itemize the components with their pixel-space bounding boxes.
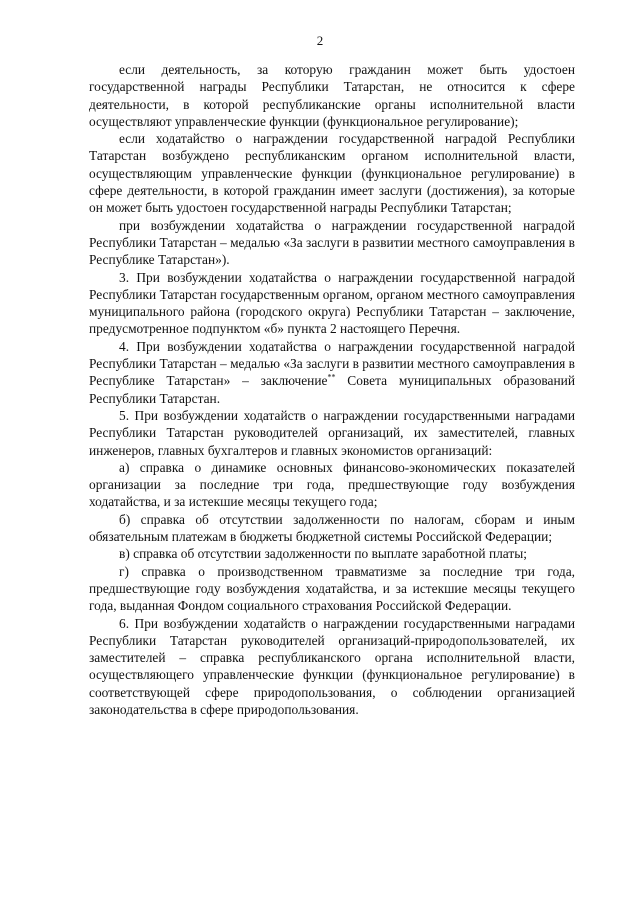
subitem-b: б) справка об отсутствии задолженности по налогам, сборам и иным обязательным платежам в бюджеты бюджетной системы Российской Федерации; [89, 511, 575, 545]
paragraph-item-4 [89, 338, 575, 407]
document-body [89, 61, 575, 718]
paragraph-item-5: 5. При возбуждении ходатайств о награждении государственными наградами Республики Татарстан руководителей организаций, их заместителей, главных инженеров, главных бухгалтеров и главных экономистов организаций: [89, 407, 575, 458]
footnote-mark: ** [327, 372, 336, 382]
subitem-v: в) справка об отсутствии задолженности по выплате заработной платы; [119, 546, 527, 562]
paragraph-item-4-text-end: Совета муниципальных образований Республики Татарстан. [89, 373, 575, 406]
paragraph-item-4-text: 4. При возбуждении ходатайства о награждении государственной наградой Республики Татарстан – медалью «За заслуги в развитии местного самоуправления в Республике Татарстан» – заключение [89, 338, 575, 389]
paragraph-2: если ходатайство о награждении государственной наградой Республики Татарстан возбуждено республиканским органом исполнительной власти, осуществляющим управленческие функции (функциональное регулирование) в сфере деятельности, в которой гражданин имеет заслуги (достижения), за которые он может быть удостоен государственной награды Республики Татарстан; [89, 131, 575, 216]
paragraph-1: если деятельность, за которую гражданин может быть удостоен государственной награды Республики Татарстан, не относится к сфере деятельности, в которой республиканские органы исполнительной власти осуществляют управленческие функции (функциональное регулирование); [89, 62, 575, 129]
subitem-a: а) справка о динамике основных финансово-экономических показателей организации за последние три года, предшествующие году возбуждения ходатайства, и за истекшие месяцы текущего года; [89, 459, 575, 510]
paragraph-item-6: 6. При возбуждении ходатайств о награждении государственными наградами Республики Татарстан руководителей организаций-природопользователей, их заместителей – справка республиканского органа исполнительной власти, осуществляющего управленческие функции (функциональное регулирование) в соответствующей сфере природопользования, о соблюдении организацией законодательства в сфере природопользования. [89, 615, 575, 717]
paragraph-item-3: 3. При возбуждении ходатайства о награждении государственной наградой Республики Татарстан государственным органом, органом местного самоуправления муниципального района (городского округа) Республики Татарстан – заключение, предусмотренное подпунктом «б» пункта 2 настоящего Перечня. [89, 269, 575, 337]
subitem-g: г) справка о производственном травматизме за последние три года, предшествующие году возбуждения ходатайства, и за истекшие месяцы текущего года, выданная Фондом социального страхования Российской Федерации. [89, 563, 575, 614]
paragraph-3: при возбуждении ходатайства о награждении государственной наградой Республики Татарстан – медалью «За заслуги в развитии местного самоуправления в Республике Татарстан»). [89, 217, 575, 268]
page-number: 2 [316, 33, 324, 48]
